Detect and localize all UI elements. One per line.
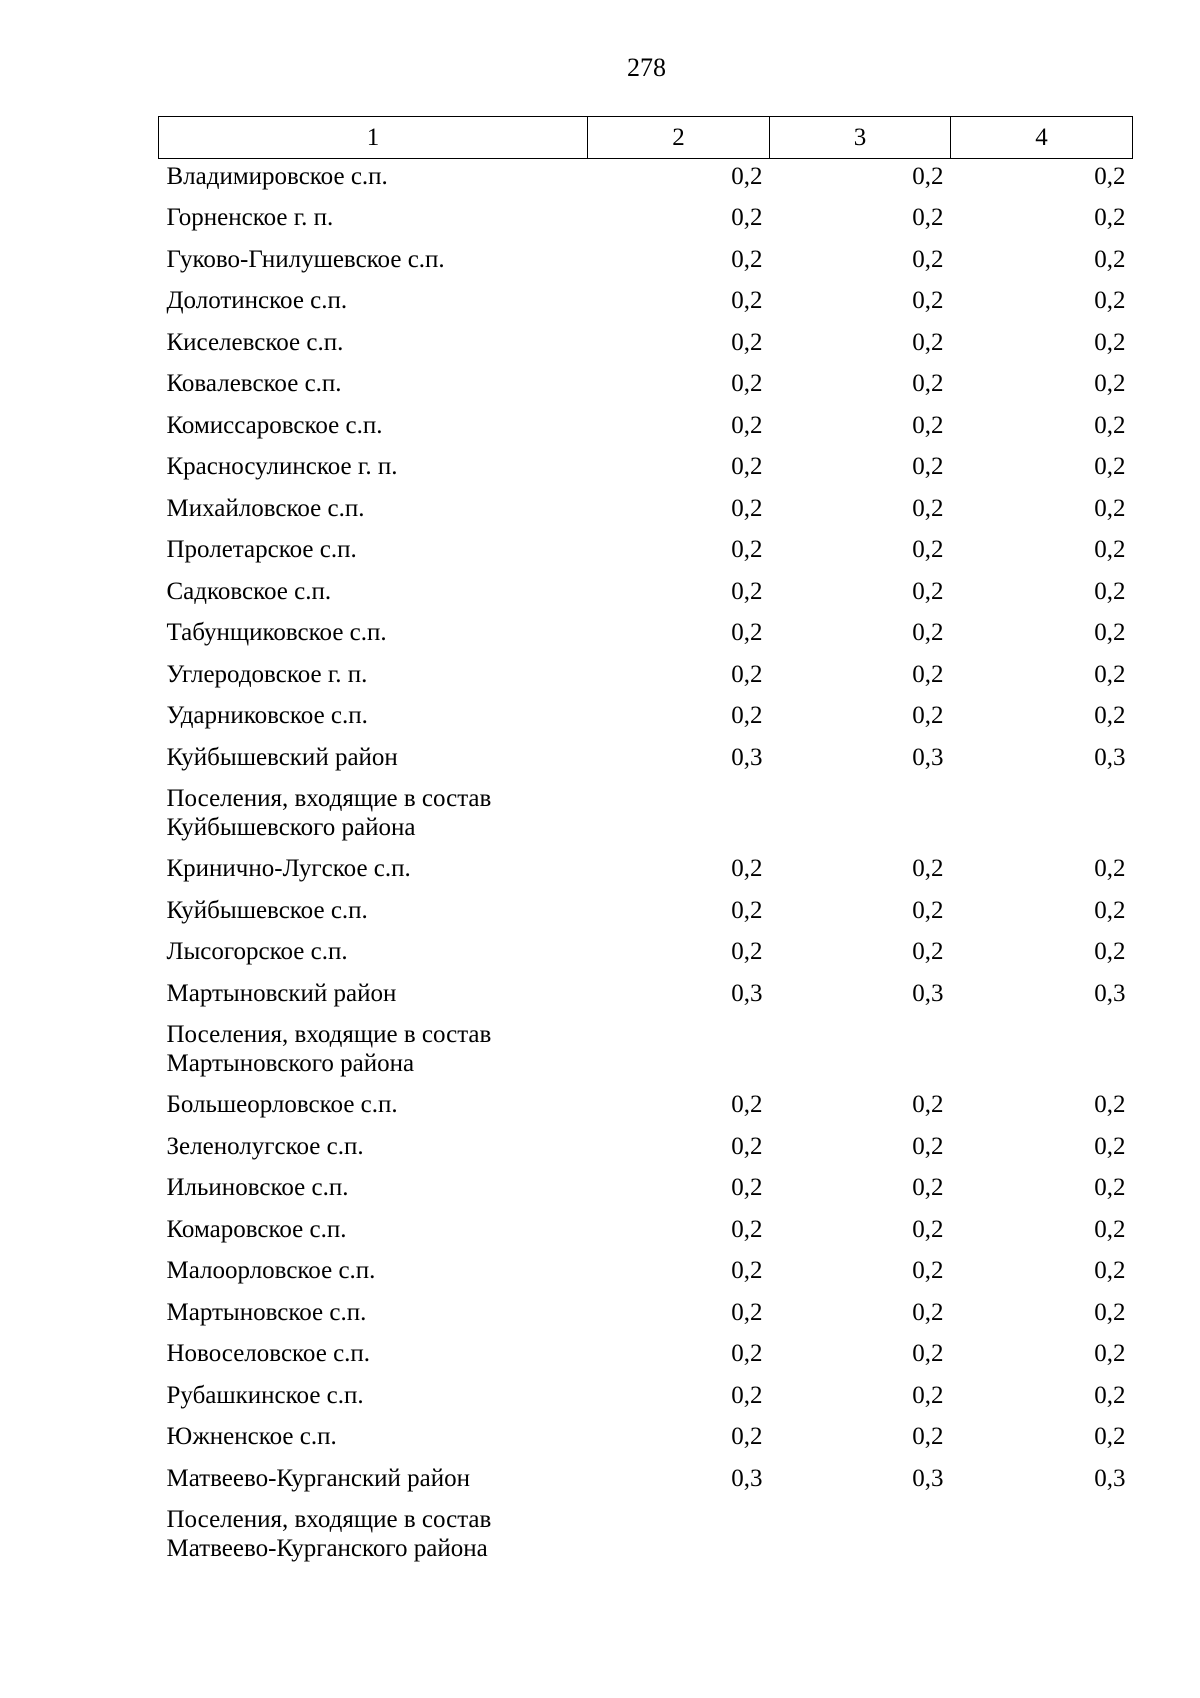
table-row [159, 325, 1133, 367]
table-row [159, 491, 1133, 533]
row-name-line: Садковское с.п. [166, 577, 332, 605]
row-value-c4: 0,2 [1094, 411, 1126, 439]
row-name-line: Горненское г. п. [166, 204, 334, 231]
row-value-c4: 0,2 [1094, 577, 1126, 605]
row-name-line: Гуково-Гнилушевское с.п. [166, 245, 445, 273]
row-value-c3: 0,2 [912, 1091, 944, 1118]
row-value-c3: 0,3 [912, 743, 944, 771]
row-value-c2: 0,3 [731, 979, 763, 1007]
row-name [159, 491, 588, 533]
row-value-c2: 0,2 [731, 1423, 763, 1450]
row-name-line: Михайловское с.п. [166, 494, 365, 522]
header-col-1: 1 [159, 117, 588, 159]
row-value-c4 [951, 1017, 1133, 1087]
row-value-c2 [588, 1017, 770, 1087]
row-name [159, 1129, 588, 1171]
row-value-c4: 0,2 [1094, 1340, 1126, 1367]
table-row [159, 934, 1133, 976]
table-row [159, 532, 1133, 574]
row-name [159, 532, 588, 574]
row-name [159, 1253, 588, 1295]
row-name-line: Красносулинское г. п. [166, 453, 398, 480]
row-value-c2 [588, 1502, 770, 1572]
row-value-c2: 0,2 [731, 577, 763, 605]
row-value-c4: 0,2 [1094, 1215, 1126, 1243]
row-value-c2: 0,2 [731, 411, 763, 439]
row-name [159, 1336, 588, 1378]
table-row [159, 1461, 1133, 1503]
row-value-c4: 0,2 [1094, 938, 1126, 965]
row-name [159, 408, 588, 450]
row-name-line: Рубашкинское с.п. [166, 1381, 364, 1409]
row-name-line: Пролетарское с.п. [166, 536, 357, 563]
row-value-c4: 0,2 [1094, 1423, 1126, 1450]
row-value-c2: 0,2 [731, 855, 763, 882]
row-value-c4: 0,3 [1094, 979, 1126, 1007]
row-name [159, 851, 588, 893]
table-row [159, 1212, 1133, 1254]
table-row [159, 408, 1133, 450]
row-value-c3 [770, 1502, 951, 1572]
row-value-c2: 0,2 [731, 494, 763, 522]
row-value-c4: 0,2 [1094, 1091, 1126, 1118]
row-value-c4: 0,2 [1094, 1257, 1126, 1284]
row-value-c3: 0,2 [912, 896, 944, 924]
row-value-c4: 0,2 [1094, 536, 1126, 563]
table-row [159, 740, 1133, 782]
header-row [159, 117, 1133, 159]
row-value-c4 [951, 1502, 1133, 1572]
row-value-c3 [770, 1017, 951, 1087]
row-value-c3: 0,3 [912, 1464, 944, 1492]
row-value-c2: 0,2 [731, 287, 763, 314]
row-value-c4: 0,2 [1094, 453, 1126, 480]
table-row [159, 1087, 1133, 1129]
row-value-c2: 0,2 [731, 1132, 763, 1160]
row-value-c4: 0,2 [1094, 702, 1126, 729]
table-row [159, 976, 1133, 1018]
table-row [159, 200, 1133, 242]
row-name-line: Куйбышевский район [166, 743, 398, 771]
row-name [159, 574, 588, 616]
row-value-c4: 0,2 [1094, 1174, 1126, 1201]
table-row [159, 893, 1133, 935]
row-name [159, 1295, 588, 1337]
row-value-c3: 0,2 [912, 411, 944, 439]
row-value-c3: 0,2 [912, 1257, 944, 1284]
row-value-c4: 0,2 [1094, 1298, 1126, 1326]
row-name [159, 1461, 588, 1503]
table-row [159, 1419, 1133, 1461]
page-number: 278 [627, 53, 666, 82]
header-col-4: 4 [951, 117, 1133, 159]
row-name-line: Новоселовское с.п. [166, 1340, 371, 1367]
row-value-c2: 0,2 [731, 453, 763, 480]
row-value-c3: 0,2 [912, 577, 944, 605]
row-name [159, 893, 588, 935]
row-value-c2: 0,2 [731, 660, 763, 688]
row-name [159, 200, 588, 242]
row-value-c3: 0,2 [912, 1423, 944, 1450]
row-name [159, 698, 588, 740]
table-row [159, 1295, 1133, 1337]
table-header [159, 117, 1133, 159]
row-value-c4: 0,2 [1094, 287, 1126, 314]
row-value-c2: 0,2 [731, 1340, 763, 1367]
row-value-c4: 0,2 [1094, 1381, 1126, 1409]
row-value-c4: 0,2 [1094, 494, 1126, 522]
row-value-c3: 0,2 [912, 938, 944, 965]
row-name [159, 740, 588, 782]
table-row [159, 574, 1133, 616]
row-value-c3: 0,3 [912, 979, 944, 1007]
row-value-c3: 0,2 [912, 370, 944, 397]
row-value-c3: 0,2 [912, 660, 944, 688]
row-name [159, 615, 588, 657]
row-value-c2: 0,2 [731, 1381, 763, 1409]
row-value-c3: 0,2 [912, 1298, 944, 1326]
row-name-line: Владимировское с.п. [166, 163, 388, 190]
row-value-c4: 0,2 [1094, 896, 1126, 924]
row-name [159, 366, 588, 408]
row-value-c2 [588, 781, 770, 851]
row-value-c3: 0,2 [912, 163, 944, 190]
row-value-c2: 0,2 [731, 245, 763, 273]
row-value-c3: 0,2 [912, 328, 944, 356]
row-value-c3: 0,2 [912, 494, 944, 522]
row-value-c2: 0,2 [731, 896, 763, 924]
row-name [159, 781, 588, 851]
row-name-line: Поселения, входящие в состав [166, 1506, 492, 1533]
row-value-c2: 0,2 [731, 702, 763, 729]
row-name-line: Зеленолугское с.п. [166, 1132, 364, 1160]
table-row [159, 615, 1133, 657]
table-row [159, 1336, 1133, 1378]
row-name-line: Киселевское с.п. [166, 328, 344, 356]
row-name-line: Большеорловское с.п. [166, 1091, 398, 1118]
row-name [159, 1087, 588, 1129]
row-value-c3: 0,2 [912, 702, 944, 729]
row-value-c3: 0,2 [912, 619, 944, 646]
row-name-line: Южненское с.п. [166, 1423, 337, 1450]
row-value-c4: 0,2 [1094, 855, 1126, 882]
row-value-c2: 0,2 [731, 328, 763, 356]
row-value-c2: 0,3 [731, 1464, 763, 1492]
data-table [158, 116, 1133, 1572]
row-value-c3: 0,2 [912, 1215, 944, 1243]
row-value-c3: 0,2 [912, 1381, 944, 1409]
row-name-line: Куйбышевское с.п. [166, 896, 368, 924]
row-name-line: Долотинское с.п. [166, 287, 348, 314]
row-value-c2: 0,2 [731, 1298, 763, 1326]
header-col-3: 3 [770, 117, 951, 159]
table-row [159, 657, 1133, 699]
row-value-c4: 0,2 [1094, 245, 1126, 273]
row-name [159, 449, 588, 491]
row-name-line: Мартыновский район [166, 979, 397, 1007]
row-value-c3: 0,2 [912, 1132, 944, 1160]
table-row [159, 1378, 1133, 1420]
row-value-c2: 0,2 [731, 1215, 763, 1243]
row-value-c4: 0,2 [1094, 660, 1126, 688]
table-row [159, 781, 1133, 851]
row-value-c2: 0,2 [731, 370, 763, 397]
row-value-c4: 0,2 [1094, 204, 1126, 231]
row-value-c3: 0,2 [912, 1174, 944, 1201]
row-value-c4 [951, 781, 1133, 851]
row-name-line-2: Мартыновского района [166, 1050, 415, 1077]
row-name [159, 1212, 588, 1254]
row-name-line: Комиссаровское с.п. [166, 411, 383, 439]
table-row [159, 283, 1133, 325]
row-name [159, 283, 588, 325]
row-name [159, 325, 588, 367]
row-value-c3: 0,2 [912, 453, 944, 480]
row-name-line: Ударниковское с.п. [166, 702, 368, 729]
row-value-c2: 0,2 [731, 938, 763, 965]
table-body [159, 159, 1133, 1573]
row-value-c3: 0,2 [912, 204, 944, 231]
row-value-c4: 0,2 [1094, 370, 1126, 397]
table-row [159, 1502, 1133, 1572]
row-value-c3 [770, 781, 951, 851]
row-value-c3: 0,2 [912, 287, 944, 314]
table-row [159, 449, 1133, 491]
row-name-line: Лысогорское с.п. [166, 938, 348, 965]
row-name-line: Ковалевское с.п. [166, 370, 342, 397]
row-name-line: Поселения, входящие в состав [166, 1021, 492, 1048]
row-name [159, 934, 588, 976]
row-value-c2: 0,3 [731, 743, 763, 771]
row-value-c2: 0,2 [731, 536, 763, 563]
table-row [159, 698, 1133, 740]
table-row [159, 366, 1133, 408]
row-value-c4: 0,3 [1094, 1464, 1126, 1492]
row-value-c2: 0,2 [731, 1091, 763, 1118]
row-name [159, 1017, 588, 1087]
table-row [159, 851, 1133, 893]
row-value-c2: 0,2 [731, 619, 763, 646]
row-name-line: Комаровское с.п. [166, 1215, 347, 1243]
row-name-line: Малоорловское с.п. [166, 1257, 376, 1284]
row-value-c4: 0,2 [1094, 163, 1126, 190]
row-name [159, 242, 588, 284]
table-row [159, 159, 1133, 201]
row-value-c3: 0,2 [912, 1340, 944, 1367]
row-name-line: Мартыновское с.п. [166, 1298, 367, 1326]
row-name-line: Углеродовское г. п. [166, 660, 368, 688]
row-value-c3: 0,2 [912, 245, 944, 273]
table-row [159, 1017, 1133, 1087]
table-row [159, 1253, 1133, 1295]
table-row [159, 242, 1133, 284]
row-name [159, 1419, 588, 1461]
row-name [159, 657, 588, 699]
row-value-c4: 0,2 [1094, 1132, 1126, 1160]
row-name-line: Табунщиковское с.п. [166, 619, 387, 646]
row-name [159, 159, 588, 201]
row-value-c3: 0,2 [912, 855, 944, 882]
table-row [159, 1129, 1133, 1171]
row-name-line: Кринично-Лугское с.п. [166, 855, 411, 882]
row-name-line-2: Куйбышевского района [166, 814, 416, 841]
row-value-c3: 0,2 [912, 536, 944, 563]
row-name-line: Поселения, входящие в состав [166, 785, 492, 812]
row-name [159, 976, 588, 1018]
row-name-line: Матвеево-Курганский район [166, 1464, 471, 1492]
row-name [159, 1378, 588, 1420]
row-value-c2: 0,2 [731, 204, 763, 231]
row-name [159, 1502, 588, 1572]
row-value-c4: 0,2 [1094, 328, 1126, 356]
row-value-c4: 0,3 [1094, 743, 1126, 771]
row-name-line-2: Матвеево-Курганского района [166, 1535, 488, 1562]
header-col-2: 2 [588, 117, 770, 159]
row-value-c2: 0,2 [731, 163, 763, 190]
row-value-c2: 0,2 [731, 1257, 763, 1284]
row-value-c2: 0,2 [731, 1174, 763, 1201]
table-row [159, 1170, 1133, 1212]
row-value-c4: 0,2 [1094, 619, 1126, 646]
row-name [159, 1170, 588, 1212]
row-name-line: Ильиновское с.п. [166, 1174, 349, 1201]
